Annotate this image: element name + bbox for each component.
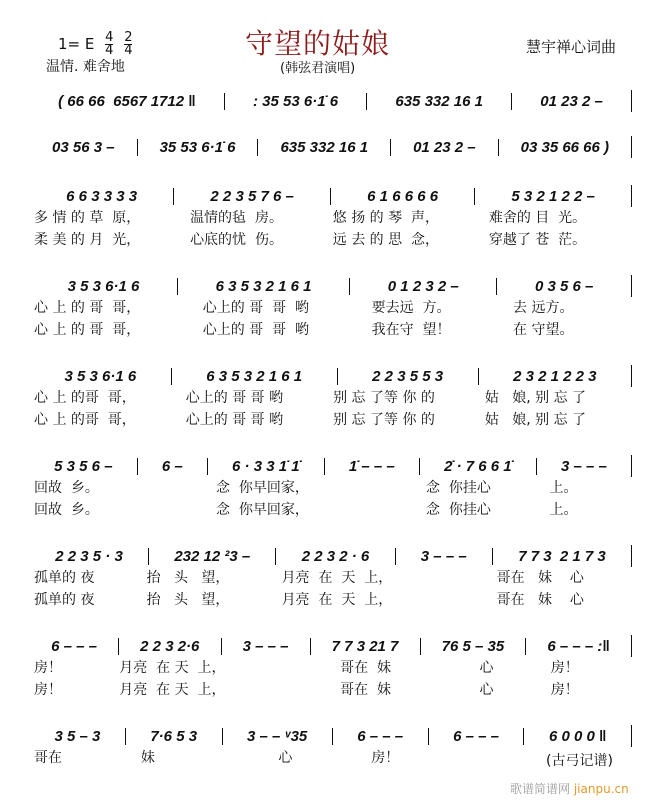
lyric-segment: 念 你早回家， [216, 480, 309, 496]
measure: 35 53 6·1̇ 6 [137, 139, 258, 156]
lyric-segment: 心底的忧 伤。 [190, 232, 283, 248]
lyric-segment: 哥在 妹 心 [496, 570, 584, 586]
lyric-segment [153, 499, 212, 521]
lyric-segment: 哥在 妹 [340, 682, 392, 698]
lyric-segment: 姑 娘, 别 忘 了 [484, 412, 587, 428]
lyric-segment: 念 你挂心 [426, 502, 491, 518]
measure: 3 5 3 6·1 6 [64, 367, 137, 385]
measure: 7·6 5 3 [125, 728, 222, 745]
lyric-segment [474, 747, 553, 769]
lyric-segment: 念 你挂心 [426, 480, 491, 496]
notes-row [30, 455, 632, 477]
lyric-segment: 心上的 哥 哥 哟 [185, 390, 284, 406]
lyric-segment: 姑 娘, 别 忘 了 [484, 390, 587, 406]
song-title: 守望的姑娘 [245, 27, 391, 60]
author: 慧宇禅心词曲 [526, 38, 617, 56]
lyrics-verse-1 [30, 207, 632, 229]
lyric-segment: 多 情 的 草 原， [34, 210, 141, 226]
lyric-segment: 哥在 [34, 750, 62, 766]
measure: 635 332 16 1 [366, 93, 511, 110]
measure: 3 5 – 3 [54, 727, 101, 745]
lyric-segment: 心 上 的哥 哥， [34, 412, 136, 428]
lyrics-verse-1 [30, 747, 632, 769]
tempo-mood: 温情. 难舍地 [46, 59, 125, 75]
lyrics-verse-2 [30, 589, 632, 611]
lyric-segment: 房！ [34, 682, 62, 698]
transcriber-credit: (古弓记谱) [546, 753, 613, 769]
lyrics-verse-2 [30, 319, 632, 341]
notes-row [30, 136, 632, 158]
lyric-segment [363, 477, 422, 499]
score-system [30, 275, 632, 341]
lyric-segment: 月亮 在 天 上， [281, 570, 393, 586]
measure: 3 – – – [221, 638, 310, 655]
lyric-segment: 别 忘 了等 你 的 [333, 390, 435, 406]
lyric-segment: 抬 头 望， [146, 570, 230, 586]
score-system [30, 725, 632, 769]
lyric-segment: 心 上 的 哥 哥， [34, 322, 141, 338]
lyric-segment [363, 499, 422, 521]
measure: 3 – – – [395, 548, 492, 565]
score-system [30, 185, 632, 251]
lyrics-verse-1 [30, 477, 632, 499]
measure: 6 – [137, 458, 207, 475]
lyric-segment: 柔 美 的 月 光， [34, 232, 141, 248]
measure: 2 3 2 1 2 2 3 [478, 368, 631, 385]
score-system [30, 136, 632, 158]
lyric-segment: 孤单的 夜 [34, 592, 95, 608]
lyric-segment [279, 679, 336, 701]
measure: 76 5 – 35 [420, 638, 526, 655]
lyric-segment: 月亮 在 天 上， [119, 682, 226, 698]
lyric-segment [279, 657, 336, 679]
lyric-segment: 温情的毡 房。 [190, 210, 283, 226]
measure: 6 – – – [332, 728, 428, 745]
lyric-segment [440, 567, 492, 589]
lyric-segment: 哥在 妹 [340, 660, 392, 676]
lyric-segment: 穿越了 苍 茫。 [488, 232, 587, 248]
lyrics-verse-1 [30, 567, 632, 589]
notes-row [30, 635, 632, 657]
measure: 3 – – ᵛ35 [222, 728, 332, 745]
score-system [30, 365, 632, 431]
lyric-segment: 心 上 的 哥 哥， [34, 300, 141, 316]
measure: 3 – – – [536, 458, 631, 475]
score-system [30, 455, 632, 521]
lyric-segment: 念 你早回家， [216, 502, 309, 518]
measure: 0 3 5 6 – [496, 278, 631, 295]
lyrics-verse-1 [30, 657, 632, 679]
lyric-segment: 远 去 的 思 念， [332, 232, 440, 248]
lyric-segment: 别 忘 了等 你 的 [333, 412, 435, 428]
lyric-segment: 回故 乡。 [34, 480, 99, 496]
measure: 7 7 3 21 7 [310, 638, 420, 655]
score-system [30, 90, 632, 112]
measure: 2 2 3 5 7 6 – [173, 188, 330, 205]
lyric-segment: 在 守望。 [513, 322, 574, 338]
measure: 01 23 2 – [390, 139, 498, 156]
measure: 2 2 3 5 · 3 [55, 547, 123, 565]
measure: 6 6 3 3 3 3 [66, 187, 138, 205]
measure: 6 3 5 3 2 1 6 1 [177, 278, 349, 295]
measure: 5 3 5 6 – [54, 457, 113, 475]
measure: 635 332 16 1 [257, 139, 390, 156]
lyric-segment: 房！ [550, 660, 579, 676]
measure: 3 5 3 6·1 6 [67, 277, 140, 295]
lyric-segment: 房！ [550, 682, 579, 698]
measure: 7 7 3 2 1 7 3 [492, 548, 631, 565]
lyrics-verse-2 [30, 499, 632, 521]
measure: 6 – – – [51, 637, 97, 655]
measure: ( 66 66 6567 1712 ‖ [58, 92, 196, 110]
notes-row [30, 275, 632, 297]
time-signature-2-4: $\frac{2}{4}$ [124, 30, 133, 58]
lyric-segment: 房！ [371, 750, 400, 766]
notes-row [30, 365, 632, 387]
notes-row [30, 545, 632, 567]
lyric-segment: 月亮 在 天 上， [281, 592, 393, 608]
lyric-segment: 心上的 哥 哥 哟 [202, 322, 310, 338]
lyric-segment: 上。 [549, 480, 578, 496]
measure: 2̇ · 7 6 6 1̇ [419, 458, 536, 475]
measure: 6 – – – [428, 728, 524, 745]
measure: 232 12 ²3 – [148, 548, 275, 565]
lyric-segment: 心上的 哥 哥 哟 [202, 300, 310, 316]
notes-row [30, 725, 632, 747]
lyric-segment: 心 [233, 750, 293, 766]
measure: 1̇ – – – [324, 458, 419, 475]
notes-row [30, 185, 632, 207]
measure: 6 – – – :‖ [525, 638, 631, 655]
measure: 6 0 0 0 ‖ [523, 728, 631, 745]
key-label: 1= E [58, 35, 95, 53]
key-signature [58, 32, 132, 57]
singer: (韩弦君演唱) [280, 61, 356, 76]
time-signature-4-4: $\frac{4}{4}$ [105, 30, 114, 58]
lyrics-verse-2 [30, 409, 632, 431]
lyric-segment: 月亮 在 天 上， [119, 660, 226, 676]
score-system [30, 635, 632, 701]
measure: 6 1 6 6 6 6 [330, 188, 474, 205]
lyric-segment [440, 589, 492, 611]
lyric-segment [153, 477, 212, 499]
lyrics-verse-1 [30, 387, 632, 409]
lyrics-verse-1 [30, 297, 632, 319]
lyric-segment: 悠 扬 的 琴 声， [332, 210, 440, 226]
lyric-segment: 心上的 哥 哥 哟 [185, 412, 284, 428]
measure: : 35 53 6·1̇ 6 [224, 93, 366, 110]
lyric-segment: 哥在 妹 心 [496, 592, 584, 608]
measure: 0 1 2 3 2 – [349, 278, 496, 295]
lyric-segment: 回故 乡。 [34, 502, 99, 518]
lyric-segment: 心 [448, 660, 494, 676]
score-system [30, 545, 632, 611]
lyric-segment: 心 上 的哥 哥， [34, 390, 136, 406]
lyrics-verse-2 [30, 679, 632, 701]
lyric-segment: 房！ [34, 660, 62, 676]
lyric-segment: 难舍的 目 光。 [488, 210, 587, 226]
notes-row [30, 90, 632, 112]
watermark: 歌谱简谱网 jianpu.cn [510, 782, 629, 796]
measure: 6 3 5 3 2 1 6 1 [171, 368, 337, 385]
measure: 2 2 3 5 5 3 [337, 368, 478, 385]
lyric-segment: 上。 [549, 502, 578, 518]
measure: 03 35 66 66 ) [498, 139, 631, 156]
measure: 03 56 3 – [52, 138, 115, 156]
measure: 01 23 2 – [511, 93, 631, 110]
lyric-segment: 抬 头 望， [146, 592, 230, 608]
lyric-segment: 要去远 方。 [371, 300, 451, 316]
measure: 6 · 3 3 1̇ 1̇ [207, 458, 324, 475]
lyric-segment: 我在守 望！ [371, 322, 451, 338]
lyrics-verse-2 [30, 229, 632, 251]
lyric-segment: 去 远方。 [513, 300, 574, 316]
measure: 2 2 3 2 · 6 [275, 548, 394, 565]
measure: 5 3 2 1 2 2 – [474, 188, 631, 205]
lyric-segment: 妹 [140, 750, 155, 766]
lyric-segment: 孤单的 夜 [34, 570, 95, 586]
lyric-segment: 心 [448, 682, 494, 698]
measure: 2 2 3 2·6 [118, 638, 220, 655]
